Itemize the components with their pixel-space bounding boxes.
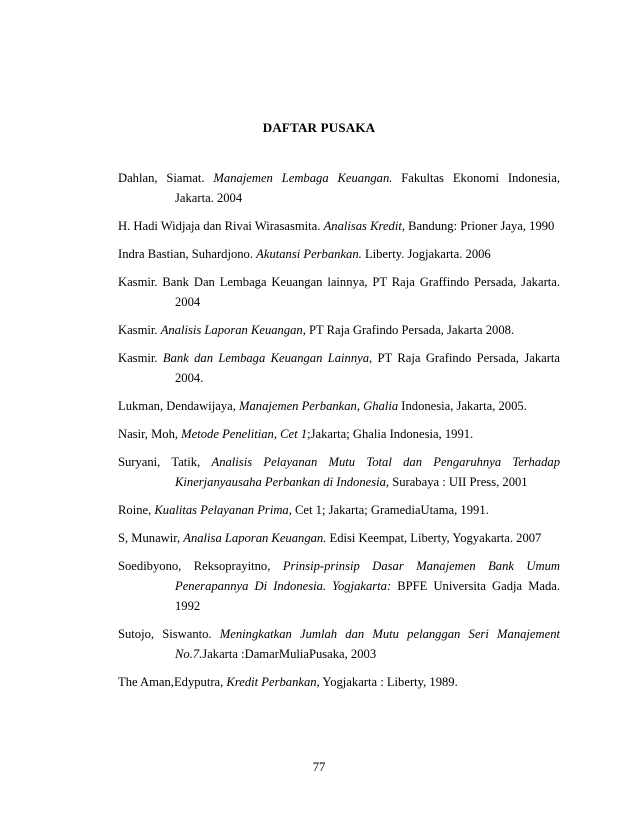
reference-authors: Lukman, Dendawijaya, — [118, 399, 239, 413]
reference-publisher: Cet 1; Jakarta; GramediaUtama, 1991. — [291, 503, 489, 517]
reference-entry — [118, 348, 560, 388]
reference-publisher: Indonesia, Jakarta, 2005. — [398, 399, 527, 413]
reference-entry — [118, 424, 560, 444]
reference-authors: Kasmir. — [118, 323, 161, 337]
reference-publisher: Bandung: Prioner Jaya, 1990 — [404, 219, 555, 233]
reference-publisher: ;Jakarta; Ghalia Indonesia, 1991. — [307, 427, 474, 441]
reference-title: Analisa Laporan Keuangan. — [183, 531, 327, 545]
reference-publisher: Yogjakarta : Liberty, 1989. — [319, 675, 458, 689]
reference-publisher: Liberty. Jogjakarta. 2006 — [361, 247, 491, 261]
reference-entry — [118, 396, 560, 416]
reference-title: Prinsip-prinsip Dasar Manajemen Bank Umum Penerapannya Di Indonesia. Yogjakarta: — [175, 559, 561, 593]
reference-authors: Kasmir. Bank Dan Lembaga Keuangan lainnya, PT Raja Graffindo Persada, Jakarta. 2004 — [118, 275, 560, 309]
reference-authors: S, Munawir, — [118, 531, 184, 545]
reference-title: Analisis Pelayanan Mutu Total dan Pengaruhnya Terhadap Kinerjanyausaha Perbankan di Indonesia, — [175, 455, 560, 489]
reference-authors: Kasmir. — [118, 351, 163, 365]
reference-publisher: Jakarta :DamarMuliaPusaka, 2003 — [202, 647, 377, 661]
reference-authors: Sutojo, Siswanto. — [118, 627, 220, 641]
reference-publisher: Edisi Keempat, Liberty, Yogyakarta. 2007 — [326, 531, 542, 545]
reference-title: Bank dan Lembaga Keuangan Lainnya, — [162, 351, 373, 365]
page-title: DAFTAR PUSAKA — [262, 120, 376, 135]
reference-publisher: PT Raja Grafindo Persada, Jakarta 2004. — [175, 351, 560, 385]
page-number: 77 — [312, 760, 326, 774]
reference-title: Manajemen Lembaga Keuangan. — [213, 171, 393, 185]
reference-entry — [118, 624, 560, 664]
reference-title: Metode Penelitian, Cet 1 — [181, 427, 308, 441]
reference-authors: Roine, — [118, 503, 155, 517]
reference-entry — [118, 272, 560, 312]
reference-title: Analisas Kredit, — [323, 219, 405, 233]
reference-entry — [118, 556, 560, 616]
reference-title: Kredit Perbankan, — [226, 675, 320, 689]
reference-list — [118, 168, 560, 700]
reference-publisher: PT Raja Grafindo Persada, Jakarta 2008. — [305, 323, 515, 337]
reference-authors: Nasir, Moh, — [118, 427, 182, 441]
reference-title: Meningkatkan Jumlah dan Mutu pelanggan Seri Manajement No.7. — [175, 627, 560, 661]
reference-title: Manajemen Perbankan, Ghalia — [239, 399, 399, 413]
reference-title: Akutansi Perbankan. — [256, 247, 362, 261]
reference-entry — [118, 500, 560, 520]
reference-authors: Dahlan, Siamat. — [118, 171, 214, 185]
reference-entry — [118, 168, 560, 208]
reference-entry — [118, 528, 560, 548]
reference-entry — [118, 320, 560, 340]
reference-entry — [118, 244, 560, 264]
reference-publisher: Surabaya : UII Press, 2001 — [389, 475, 528, 489]
reference-publisher: Fakultas Ekonomi Indonesia, Jakarta. 2004 — [175, 171, 560, 205]
reference-entry — [118, 672, 560, 692]
reference-authors: The Aman,Edyputra, — [118, 675, 227, 689]
reference-authors: Indra Bastian, Suhardjono. — [118, 247, 257, 261]
reference-publisher: BPFE Universita Gadja Mada. 1992 — [175, 579, 561, 613]
reference-title: Analisis Laporan Keuangan, — [160, 323, 306, 337]
reference-title: Kualitas Pelayanan Prima, — [154, 503, 292, 517]
reference-authors: H. Hadi Widjaja dan Rivai Wirasasmita. — [118, 219, 324, 233]
reference-entry — [118, 216, 560, 236]
reference-authors: Soedibyono, Reksoprayitno, — [118, 559, 283, 573]
reference-entry — [118, 452, 560, 492]
reference-authors: Suryani, Tatik, — [118, 455, 212, 469]
